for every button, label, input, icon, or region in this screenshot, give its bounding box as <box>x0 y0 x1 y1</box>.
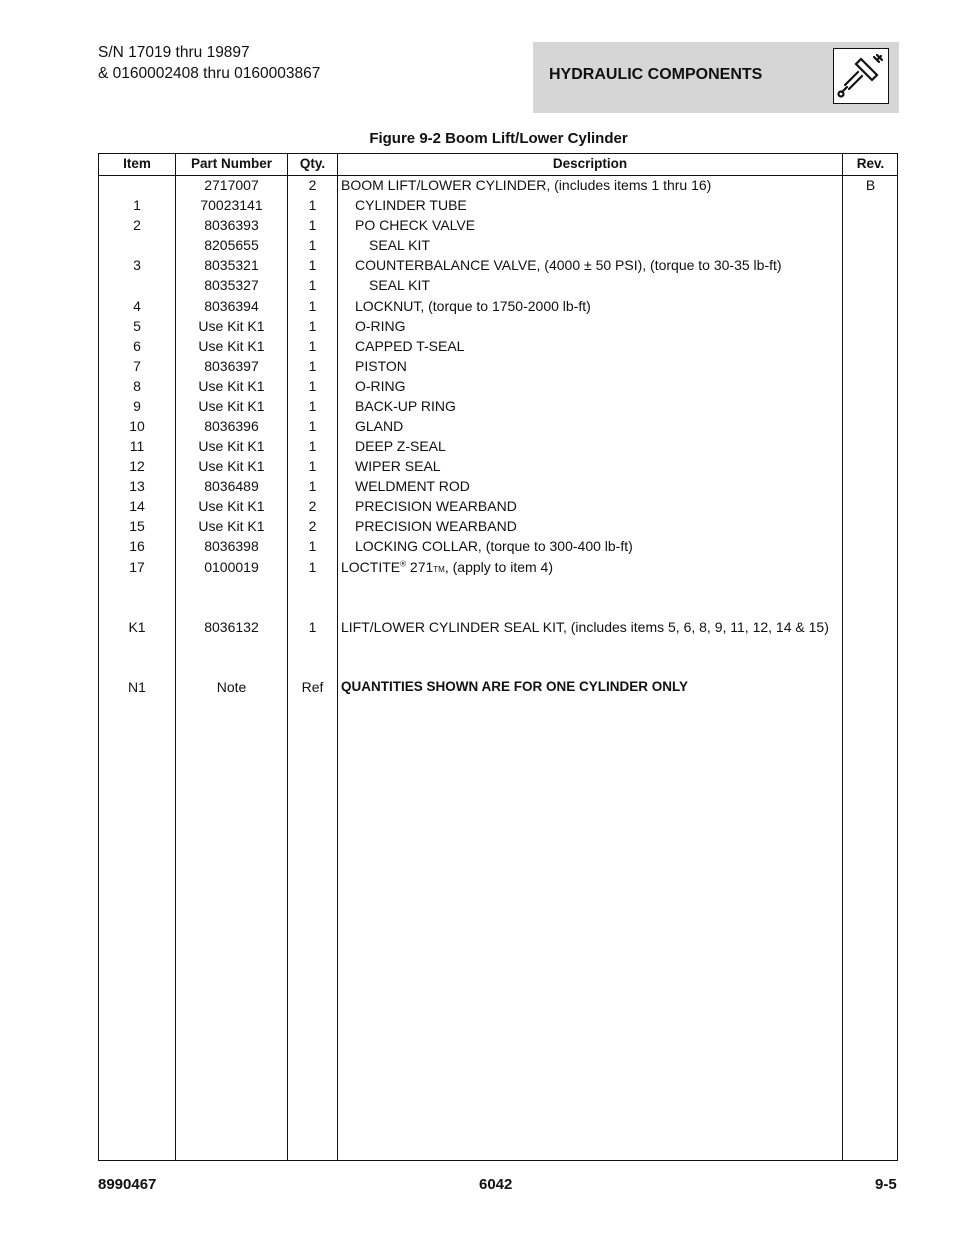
part-number-cell: 8035327 <box>204 277 259 293</box>
item-cell: 12 <box>129 458 145 474</box>
qty-cell: 1 <box>308 418 317 434</box>
qty-cell: 1 <box>308 257 317 273</box>
part-number-cell: 2717007 <box>204 177 259 193</box>
serial-line-2: & 0160002408 thru 0160003867 <box>98 65 321 82</box>
section-header <box>533 42 899 113</box>
figure-title: Figure 9-2 Boom Lift/Lower Cylinder <box>369 130 628 147</box>
part-number-cell: 8036398 <box>204 538 259 554</box>
table-row <box>99 617 897 637</box>
part-number-cell: 8035321 <box>204 257 259 273</box>
table-row <box>99 516 897 536</box>
item-cell: 6 <box>133 338 141 354</box>
section-title: HYDRAULIC COMPONENTS <box>549 66 763 83</box>
item-cell: 16 <box>129 538 145 554</box>
item-cell: 2 <box>133 217 141 233</box>
part-number-cell: 8036393 <box>204 217 259 233</box>
loctite-note: , (apply to item 4) <box>444 559 553 575</box>
description-cell: WIPER SEAL <box>355 458 441 474</box>
trademark-mark: TM <box>433 565 445 574</box>
registered-mark: ® <box>400 559 407 569</box>
loctite-number: 271 <box>406 559 434 575</box>
parts-table <box>98 153 898 1161</box>
description-cell: PRECISION WEARBAND <box>355 518 517 534</box>
qty-cell: 2 <box>308 498 317 514</box>
qty-cell: 1 <box>308 458 317 474</box>
table-row <box>99 396 897 416</box>
footer-page-number: 9-5 <box>875 1176 897 1193</box>
qty-cell: 1 <box>308 277 317 293</box>
description-cell: DEEP Z-SEAL <box>355 438 446 454</box>
description-cell: LOCKING COLLAR, (torque to 300-400 lb-ft) <box>355 538 633 554</box>
description-cell: CYLINDER TUBE <box>355 197 467 213</box>
description-cell: LOCKNUT, (torque to 1750-2000 lb-ft) <box>355 298 591 314</box>
description-cell: O-RING <box>355 318 406 334</box>
qty-cell: 2 <box>308 518 317 534</box>
table-row <box>99 336 897 356</box>
qty-cell: 1 <box>308 298 317 314</box>
description-cell: PRECISION WEARBAND <box>355 498 517 514</box>
part-number-cell: 70023141 <box>200 197 263 213</box>
item-cell: 13 <box>129 478 145 494</box>
item-cell: N1 <box>128 679 146 695</box>
item-cell: 15 <box>129 518 145 534</box>
qty-cell: Ref <box>301 679 324 695</box>
table-row <box>99 436 897 456</box>
qty-cell: 1 <box>308 538 317 554</box>
item-cell: 10 <box>129 418 145 434</box>
table-row <box>99 175 897 195</box>
description-cell: SEAL KIT <box>369 237 430 253</box>
item-cell: 17 <box>129 559 145 575</box>
serial-line-1: S/N 17019 thru 19897 <box>98 44 250 61</box>
part-number-cell: 8205655 <box>204 237 259 253</box>
col-header-part-number: Part Number <box>190 156 273 171</box>
table-row <box>99 195 897 215</box>
part-number-cell: Use Kit K1 <box>198 498 265 514</box>
qty-cell: 1 <box>308 338 317 354</box>
description-cell: BACK-UP RING <box>355 398 456 414</box>
col-header-item: Item <box>123 156 151 171</box>
part-number-cell: Use Kit K1 <box>198 518 265 534</box>
qty-cell: 1 <box>308 619 317 635</box>
part-number-cell: 8036394 <box>204 298 259 314</box>
part-number-cell: Use Kit K1 <box>198 318 265 334</box>
item-cell: 14 <box>129 498 145 514</box>
part-number-cell: Use Kit K1 <box>198 378 265 394</box>
col-header-description: Description <box>552 156 628 171</box>
qty-cell: 1 <box>308 559 317 575</box>
description-cell: GLAND <box>355 418 404 434</box>
loctite-text: LOCTITE <box>341 559 401 575</box>
rev-cell: B <box>865 177 876 193</box>
description-cell: QUANTITIES SHOWN ARE FOR ONE CYLINDER ONLY <box>341 679 689 694</box>
description-cell: PISTON <box>355 358 407 374</box>
table-row <box>99 456 897 476</box>
item-cell: 11 <box>129 438 145 454</box>
qty-cell: 1 <box>308 237 317 253</box>
qty-cell: 1 <box>308 378 317 394</box>
part-number-cell: Use Kit K1 <box>198 338 265 354</box>
part-number-cell: 8036132 <box>204 619 259 635</box>
description-cell: LIFT/LOWER CYLINDER SEAL KIT, (includes items 5, 6, 8, 9, 11, 12, 14 & 15) <box>341 619 829 635</box>
item-cell: 8 <box>133 378 141 394</box>
description-cell <box>341 557 553 580</box>
part-number-cell: 0100019 <box>204 559 259 575</box>
item-cell: 1 <box>133 197 141 213</box>
footer-model: 6042 <box>479 1176 513 1193</box>
table-row <box>99 316 897 336</box>
table-row <box>99 536 897 556</box>
part-number-cell: Use Kit K1 <box>198 438 265 454</box>
description-cell: WELDMENT ROD <box>355 478 470 494</box>
item-cell: 5 <box>133 318 141 334</box>
part-number-cell: 8036397 <box>204 358 259 374</box>
part-number-cell: Use Kit K1 <box>198 398 265 414</box>
qty-cell: 1 <box>308 478 317 494</box>
table-row <box>99 356 897 376</box>
table-row <box>99 255 897 275</box>
table-row <box>99 557 897 577</box>
part-number-cell: Use Kit K1 <box>198 458 265 474</box>
table-row <box>99 476 897 496</box>
serial-number-block <box>98 42 320 84</box>
footer-doc-number: 8990467 <box>98 1176 157 1193</box>
part-number-cell: 8036396 <box>204 418 259 434</box>
qty-cell: 1 <box>308 197 317 213</box>
table-row <box>99 296 897 316</box>
description-cell: O-RING <box>355 378 406 394</box>
table-row <box>99 496 897 516</box>
part-number-cell: Note <box>216 679 247 695</box>
col-header-rev: Rev. <box>856 156 885 171</box>
qty-cell: 1 <box>308 318 317 334</box>
qty-cell: 1 <box>308 398 317 414</box>
item-cell: 7 <box>133 358 141 374</box>
part-number-cell: 8036489 <box>204 478 259 494</box>
description-cell: SEAL KIT <box>369 277 430 293</box>
qty-cell: 2 <box>308 177 317 193</box>
description-cell: PO CHECK VALVE <box>355 217 476 233</box>
item-cell: 3 <box>133 257 141 273</box>
item-cell: K1 <box>128 619 146 635</box>
description-cell: COUNTERBALANCE VALVE, (4000 ± 50 PSI), (torque to 30-35 lb-ft) <box>355 257 782 273</box>
hydraulic-cylinder-icon <box>833 48 889 104</box>
item-cell: 4 <box>133 298 141 314</box>
table-row <box>99 376 897 396</box>
qty-cell: 1 <box>308 217 317 233</box>
table-row <box>99 677 897 697</box>
qty-cell: 1 <box>308 358 317 374</box>
table-row <box>99 215 897 235</box>
table-row <box>99 235 897 255</box>
table-row <box>99 416 897 436</box>
description-cell: CAPPED T-SEAL <box>355 338 465 354</box>
qty-cell: 1 <box>308 438 317 454</box>
table-row <box>99 275 897 295</box>
col-header-qty: Qty. <box>299 156 326 171</box>
description-cell: BOOM LIFT/LOWER CYLINDER, (includes items 1 thru 16) <box>341 177 712 193</box>
item-cell: 9 <box>133 398 141 414</box>
